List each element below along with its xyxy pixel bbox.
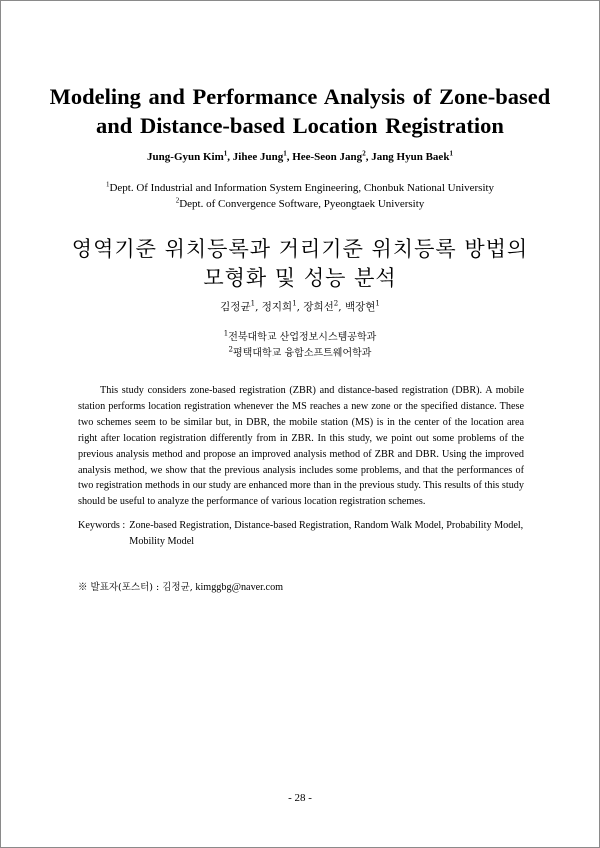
korean-author: 정지희 [261, 301, 293, 313]
abstract: This study considers zone-based registration (ZBR) and distance-based registration (DBR). A mobile station performs location registration whenever the MS reaches a new zone or the specified distance. These two schemes seem to be similar but, in DBR, the mobile station (MS) is in the center of the location area right after location registration differently from in ZBR. In this study, we point out some problems of the previous analysis method and propose an improved analysis method of ZBR and DBR. Using the improved analysis method, we show that the previous analysis includes some problems, and that the performances of two registration methods in our study are enhanced more than in the previous study. This results of this study should be useful to analyze the performance of various location registration schemes. [78, 385, 524, 508]
author: Hee-Seon Jang [292, 151, 363, 163]
author-affiliation-mark: 2 [362, 149, 366, 158]
affiliation-mark: 2 [175, 196, 180, 205]
keywords [78, 518, 528, 550]
author-affiliation-mark: 1 [223, 149, 228, 158]
presenter-note [78, 579, 528, 593]
korean-author: 백장현 [344, 301, 376, 313]
author-affiliation-mark: 1 [449, 149, 453, 158]
korean-affiliation-text: 전북대학교 산업정보시스템공학과 [228, 332, 377, 343]
korean-author: 장희선 [303, 301, 334, 313]
presenter-email: kimggbg@naver.com [195, 582, 284, 593]
korean-title-line-2: 모형화 및 성능 분석 [203, 266, 397, 290]
author-affiliation-mark: 1 [283, 149, 287, 158]
korean-affiliation-mark: 1 [223, 329, 229, 338]
paper-title [30, 82, 570, 140]
title-line-2: and Distance-based Location Registration [96, 113, 504, 138]
author: Jang Hyun Baek [371, 151, 450, 163]
korean-affiliation-mark: 2 [228, 345, 234, 354]
affiliation-list [30, 180, 570, 212]
korean-affiliation [30, 330, 570, 346]
korean-affiliation-list [30, 330, 570, 362]
keywords-text: Zone-based Registration, Distance-based Registration, Random Walk Model, Probability Model, Mobility Model [129, 520, 524, 547]
korean-affiliation-text: 평택대학교 융합소프트웨어학과 [233, 348, 372, 359]
korean-affiliation [30, 346, 570, 362]
affiliation-mark: 1 [105, 180, 110, 189]
presenter-label: ※ 발표자(포스터) : 김정균, [78, 582, 193, 593]
affiliation-text: Dept. of Convergence Software, Pyeongtaek University [179, 198, 425, 210]
author: Jihee Jung [232, 151, 284, 163]
page-number: - 28 - [288, 792, 312, 804]
author: Jung-Gyun Kim [147, 151, 224, 163]
korean-author-mark: 1 [250, 299, 256, 308]
affiliation [30, 180, 570, 196]
title-line-1: Modeling and Performance Analysis of Zone-based [49, 84, 551, 109]
korean-author: 김정균 [220, 301, 251, 313]
korean-title [30, 235, 570, 293]
korean-author-list: 김정균$^1$, 정지희$^1$, 장희선$^2$, 백장현$^1$ [220, 299, 380, 313]
author-list: Jung-Gyun Kim$^1$, Jihee Jung$^1$, Hee-Seon Jang$^2$, Jang Hyun Baek$^1$ [147, 149, 453, 163]
korean-author-mark: 1 [292, 299, 297, 308]
korean-author-mark: 1 [375, 299, 380, 308]
korean-author-mark: 2 [333, 299, 339, 308]
korean-title-line-1: 영역기준 위치등록과 거리기준 위치등록 방법의 [71, 237, 529, 261]
affiliation-text: Dept. Of Industrial and Information System Engineering, Chonbuk National University [109, 182, 495, 194]
keywords-label: Keywords : [78, 520, 126, 531]
affiliation [30, 196, 570, 212]
